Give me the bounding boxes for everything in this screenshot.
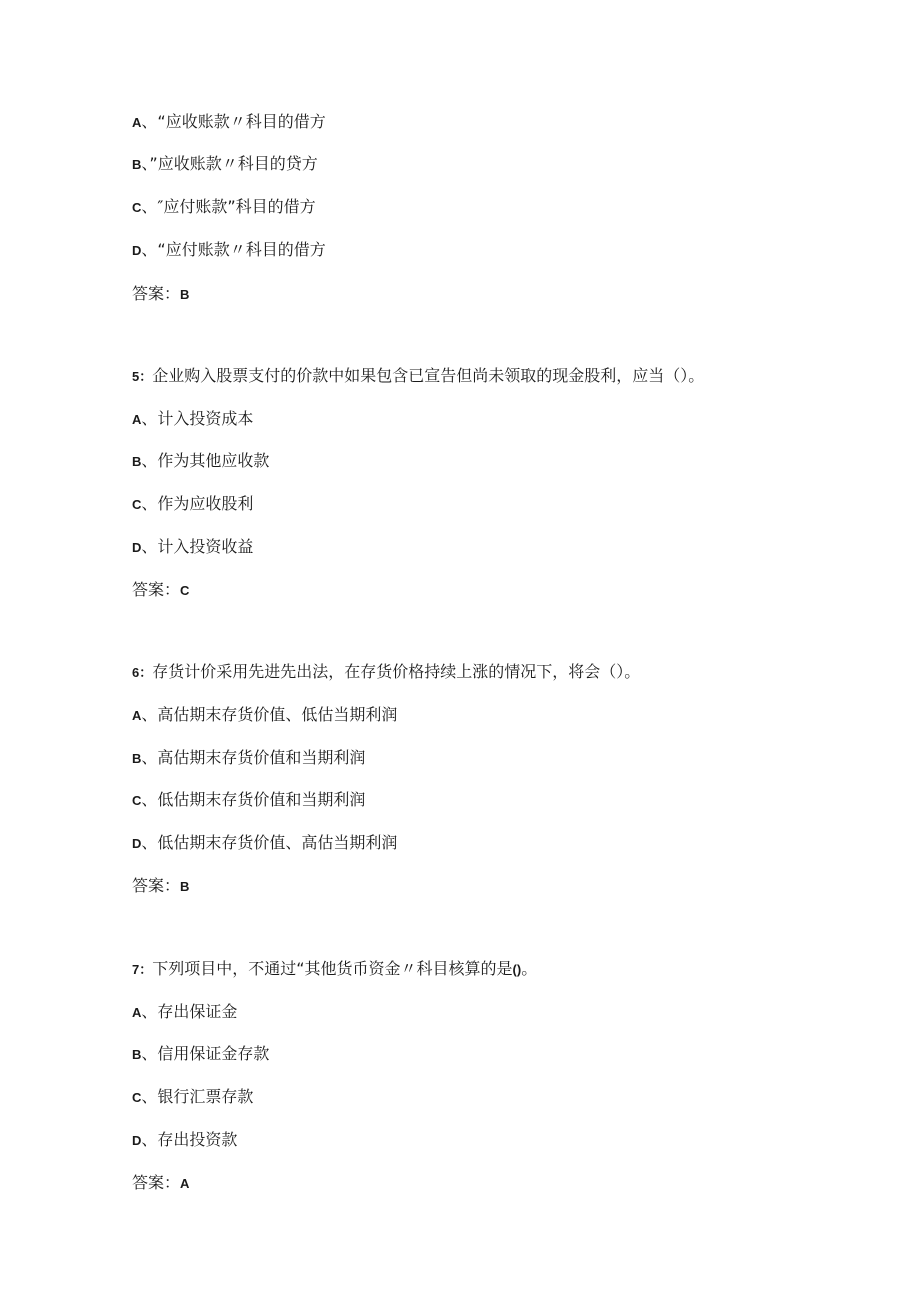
option-c — [132, 197, 316, 218]
option-text: 存出保证金 — [157, 1002, 238, 1021]
question-number: 7 — [132, 962, 140, 977]
option-text: 高估期末存货价值、低估当期利润 — [157, 705, 398, 724]
option-letter: C — [132, 497, 142, 512]
answer-value: B — [180, 287, 190, 302]
option-a — [132, 409, 253, 430]
option-text: 高估期末存货价值和当期利润 — [157, 748, 366, 767]
option-letter: B — [132, 454, 142, 469]
option-d — [132, 1130, 237, 1151]
option-text: 作为其他应收款 — [157, 451, 270, 470]
option-text: 存出投资款 — [157, 1130, 238, 1149]
option-text: 计入投资收益 — [157, 537, 254, 556]
question-7 — [132, 959, 537, 980]
answer-label: 答案： — [132, 580, 181, 599]
option-separator: 、 — [141, 494, 158, 513]
option-separator: 、 — [141, 1002, 158, 1021]
option-separator: 、 — [141, 537, 158, 556]
option-letter: D — [132, 1133, 142, 1148]
answer-label: 答案： — [132, 1173, 181, 1192]
option-letter: D — [132, 540, 142, 555]
question-text: 存货计价采用先进先出法，在存货价格持续上涨的情况下，将会（）。 — [152, 662, 641, 681]
option-separator: 、 — [141, 1087, 158, 1106]
option-a — [132, 1002, 237, 1023]
option-letter: D — [132, 243, 142, 258]
option-b — [132, 748, 365, 769]
option-letter: A — [132, 1005, 142, 1020]
question-number: 5 — [132, 369, 140, 384]
option-separator: 、 — [141, 705, 158, 724]
option-separator: 、 — [141, 748, 158, 767]
answer-value: B — [180, 879, 190, 894]
option-separator: 、 — [141, 240, 158, 259]
question-end-mark: 。 — [521, 959, 538, 978]
option-a — [132, 112, 326, 133]
answer-line — [132, 1173, 189, 1194]
option-letter: A — [132, 115, 142, 130]
question-6 — [132, 662, 640, 683]
answer-label: 答案： — [132, 876, 181, 895]
option-separator: 、 — [141, 197, 158, 216]
option-b — [132, 451, 269, 472]
option-separator: 、 — [141, 790, 158, 809]
option-text: ”应收账款〃科目的贷方 — [149, 154, 318, 173]
option-d — [132, 833, 397, 854]
option-separator: 、 — [141, 154, 150, 173]
answer-label: 答案： — [132, 284, 181, 303]
option-letter: A — [132, 412, 142, 427]
option-separator: 、 — [141, 409, 158, 428]
option-text: 银行汇票存款 — [157, 1087, 254, 1106]
question-text: 企业购入股票支付的价款中如果包含已宣告但尚未领取的现金股利，应当（）。 — [152, 366, 705, 385]
option-text: 低估期末存货价值和当期利润 — [157, 790, 366, 809]
option-a — [132, 705, 397, 726]
option-letter: C — [132, 793, 142, 808]
option-text: “应收账款〃科目的借方 — [157, 112, 326, 131]
answer-line — [132, 580, 189, 601]
question-separator: ： — [139, 962, 153, 977]
option-letter: A — [132, 708, 142, 723]
question-separator: ： — [139, 665, 153, 680]
option-b — [132, 154, 318, 175]
option-letter: B — [132, 157, 142, 172]
option-c — [132, 1087, 253, 1108]
answer-line — [132, 876, 189, 897]
answer-value: C — [180, 583, 190, 598]
option-text: 计入投资成本 — [157, 409, 254, 428]
option-separator: 、 — [141, 833, 158, 852]
option-d — [132, 537, 253, 558]
option-letter: C — [132, 1090, 142, 1105]
option-d — [132, 240, 326, 261]
option-letter: D — [132, 836, 142, 851]
question-text: 下列项目中，不通过“其他货币资金〃科目核算的是 — [152, 959, 513, 978]
answer-line — [132, 284, 189, 305]
option-c — [132, 790, 365, 811]
question-paren: () — [512, 962, 522, 977]
option-letter: B — [132, 751, 142, 766]
option-c — [132, 494, 253, 515]
option-text: 作为应收股利 — [157, 494, 254, 513]
option-separator: 、 — [141, 1044, 158, 1063]
option-separator: 、 — [141, 451, 158, 470]
option-text: ″应付账款”科目的借方 — [157, 197, 316, 216]
question-number: 6 — [132, 665, 140, 680]
option-text: 信用保证金存款 — [157, 1044, 270, 1063]
answer-value: A — [180, 1176, 190, 1191]
option-letter: B — [132, 1047, 142, 1062]
option-b — [132, 1044, 269, 1065]
option-text: “应付账款〃科目的借方 — [157, 240, 326, 259]
option-separator: 、 — [141, 112, 158, 131]
question-5 — [132, 366, 704, 387]
question-separator: ： — [139, 369, 153, 384]
option-letter: C — [132, 200, 142, 215]
option-text: 低估期末存货价值、高估当期利润 — [157, 833, 398, 852]
option-separator: 、 — [141, 1130, 158, 1149]
